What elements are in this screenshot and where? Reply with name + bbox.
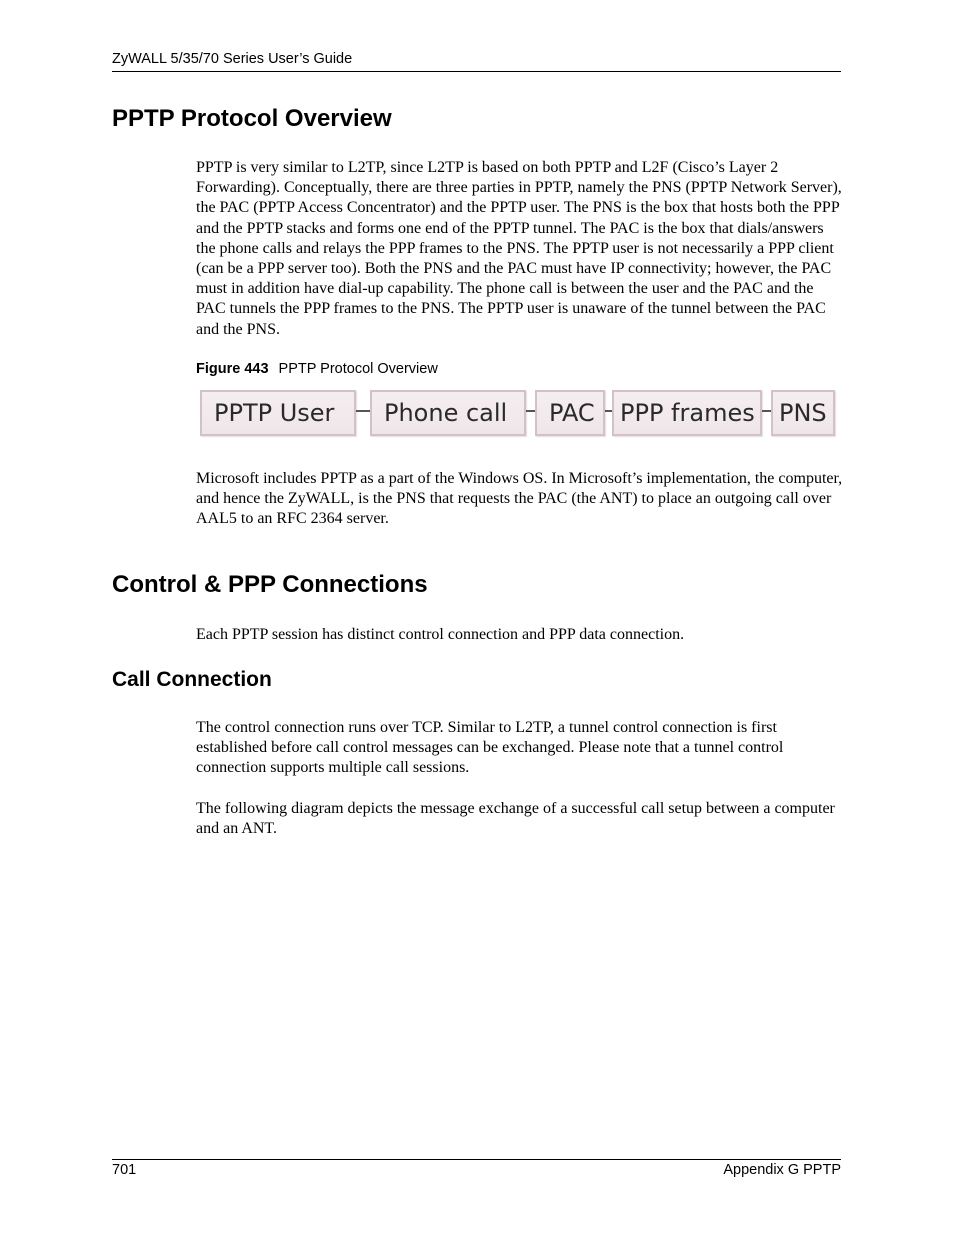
diagram-box-pac: PAC bbox=[535, 390, 605, 436]
paragraph-call-setup-diagram: The following diagram depicts the message exchange of a successful call setup between a computer and an ANT. bbox=[196, 800, 835, 838]
heading-control-ppp-connections: Control & PPP Connections bbox=[112, 571, 428, 598]
header-rule bbox=[112, 71, 841, 72]
heading-call-connection: Call Connection bbox=[112, 668, 272, 691]
paragraph-pptp-overview: PPTP is very similar to L2TP, since L2TP is based on both PPTP and L2F (Cisco’s Layer 2 Forwarding). Conceptually, there are three parties in PPTP, namely the PNS (PPTP Network Server), the PAC (PPTP Access Concentrator) and the PPTP user. The PNS is the box that hosts both the PPP and the PPTP stacks and forms one end of the PPTP tunnel. The PAC is the box that dials/answers the phone calls and relays the PPP frames to the PNS. The PPTP user is not necessarily a PPP client (can be a PPP server too). Both the PNS and the PAC must have IP connectivity; however, the PAC must in addition have dial-up capability. The phone call is between the user and the PAC and the PAC tunnels the PPP frames to the PNS. The PPTP user is unaware of the tunnel between the PAC and the PNS. bbox=[196, 159, 842, 338]
diagram-connector bbox=[762, 410, 771, 412]
paragraph-control-ppp: Each PPTP session has distinct control connection and PPP data connection. bbox=[196, 626, 685, 643]
diagram-connector bbox=[605, 410, 612, 412]
page-number: 701 bbox=[112, 1162, 137, 1178]
pptp-overview-diagram bbox=[196, 386, 838, 442]
figure-caption bbox=[196, 361, 438, 377]
figure-number: Figure 443 bbox=[196, 361, 269, 377]
diagram-connector bbox=[526, 410, 535, 412]
footer-section-title: Appendix G PPTP bbox=[723, 1162, 841, 1178]
paragraph-call-connection: The control connection runs over TCP. Similar to L2TP, a tunnel control connection is first established before call control messages can be exchanged. Please note that a tunnel control connection supports multiple call sessions. bbox=[196, 719, 784, 777]
diagram-box-pns: PNS bbox=[771, 390, 835, 436]
diagram-box-pptp-user: PPTP User bbox=[200, 390, 356, 436]
running-header: ZyWALL 5/35/70 Series User’s Guide bbox=[112, 51, 353, 67]
heading-pptp-protocol-overview: PPTP Protocol Overview bbox=[112, 105, 392, 132]
diagram-box-phone-call: Phone call bbox=[370, 390, 526, 436]
diagram-box-ppp-frames: PPP frames bbox=[612, 390, 762, 436]
diagram-connector bbox=[356, 410, 370, 412]
footer-rule bbox=[112, 1159, 841, 1160]
figure-title: PPTP Protocol Overview bbox=[278, 361, 438, 377]
paragraph-microsoft-pptp: Microsoft includes PPTP as a part of the Windows OS. In Microsoft’s implementation, the computer, and hence the ZyWALL, is the PNS that requests the PAC (the ANT) to place an outgoing call over AAL5 to an RFC 2364 server. bbox=[196, 470, 843, 528]
